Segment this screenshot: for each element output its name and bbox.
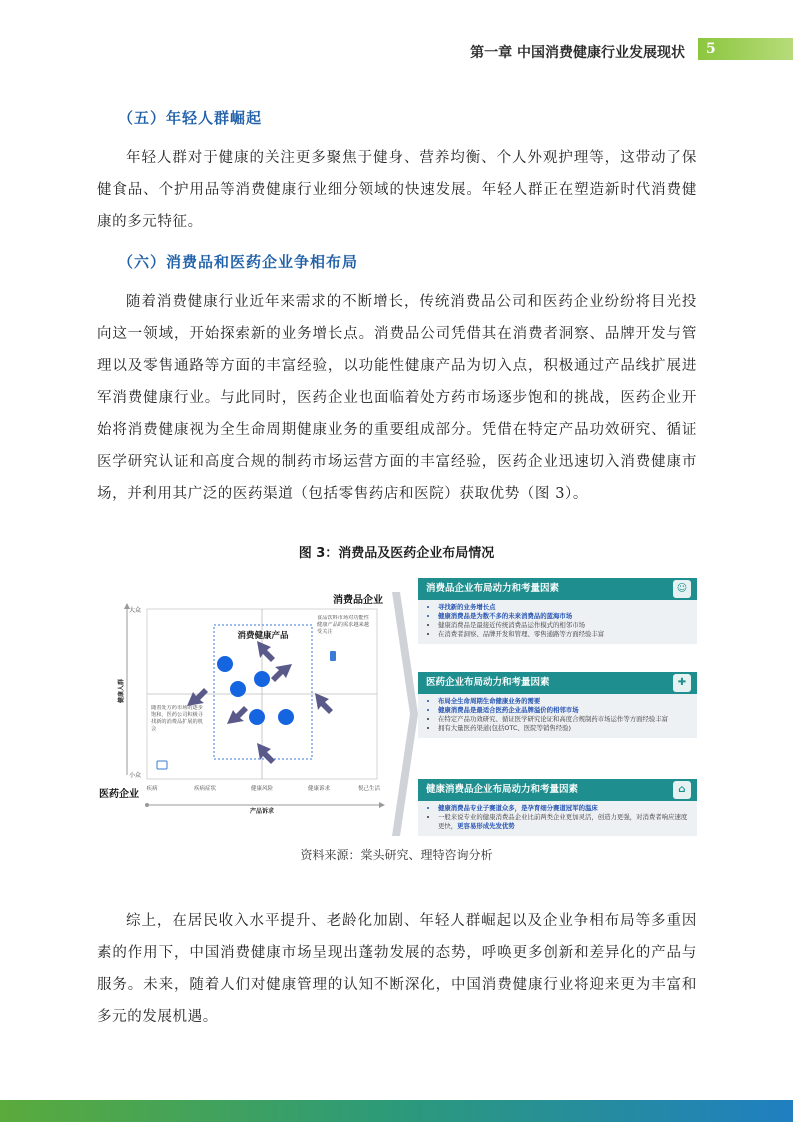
dot-3 [254,671,270,687]
x-tick-5: 悦己生活 [357,786,381,792]
connector-chevron [390,590,420,838]
panel-health-consumer [418,779,697,836]
consumer-note: 食品饮料市场对功能性健康产品的需求越来越受关注 [317,615,369,635]
bottle-icon [330,651,336,661]
paragraph-young-people: 年轻人群对于健康的关注更多聚焦于健身、营养均衡、个人外观护理等，这带动了保健食品、个护用品等消费健康行业细分领域的快速发展。年轻人群正在塑造新时代消费健康的多元特征。 [97,150,697,230]
panel-pharma [418,672,697,738]
list-item: • 布局全生命周期生命健康业务的需要 [438,697,691,706]
dot-5 [278,709,294,725]
section-title-6: （六）消费品和医药企业争相布局 [118,253,359,271]
panel-health-consumer-title: 健康消费品企业布局动力和考量因素 [426,784,579,795]
positioning-chart [97,593,397,823]
paragraph-enterprise-layout: 随着消费健康行业近年来需求的不断增长，传统消费品公司和医药企业纷纷将目光投向这一领域，开始探索新的业务增长点。消费品公司凭借其在消费者洞察、品牌开发与管理以及零售通路等方面的丰富经验，以功能性健康产品为切入点，积极通过产品线扩展进军消费健康行业。与此同时，医药企业也面临着处方药市场逐步饱和的挑战，医药企业开始将消费健康视为全生命周期健康业务的重要组成部分。凭借在特定产品功效研究、循证医学研究认证和高度合规的制药市场运营方面的丰富经验，医药企业迅速切入消费健康市场，并利用其广泛的医药渠道（包括零售药店和医院）获取优势（图 3）。 [97,294,697,502]
arrow-5 [315,693,333,714]
dot-1 [217,656,233,672]
page-number: 5 [698,38,793,60]
list-item: • 在消费者洞察、品牌开发和管理、零售通路等方面经验丰富 [438,630,691,639]
paragraph-conclusion: 综上，在居民收入水平提升、老龄化加剧、年轻人群崛起以及企业争相布局等多重因素的作用下，中国消费健康市场呈现出蓬勃发展的态势，呼唤更多创新和差异化的产品与服务。未来，随着人们对健康管理的认知不断深化，中国消费健康行业将迎来更为丰富和多元的发展机遇。 [97,913,697,1025]
consumer-icon: ☺ [673,580,691,598]
dot-4 [249,709,265,725]
panel-health-consumer-header [418,779,697,801]
list-item [438,813,691,831]
corner-consumer-label: 消费品企业 [333,595,383,606]
panel-consumer-title: 消费品企业布局动力和考量因素 [426,583,560,594]
figure-title: 图 3：消费品及医药企业布局情况 [298,546,495,561]
panel-consumer-header [418,578,697,600]
arrow-4 [227,706,248,724]
pharma-icon: ✚ [673,674,691,692]
dot-2 [230,681,246,697]
arrow-3 [187,688,208,706]
list-item: • 寻找新的业务增长点 [438,603,691,612]
positioning-chart-svg [97,593,397,823]
section-title-5: （五）年轻人群崛起 [118,109,263,127]
list-item: • 健康消费品是为数不多的未来消费品的蓝海市场 [438,612,691,621]
x-tick-2: 疾病症状 [193,786,217,792]
list-item: • 健康消费品是最接近传统消费品运作模式的相邻市场 [438,621,691,630]
house-icon: ⌂ [673,781,691,799]
list-item: • 健康消费品是最适合医药企业品牌溢价的相邻市场 [438,706,691,715]
chapter-title: 第一章 中国消费健康行业发展现状 [470,45,685,61]
list-item-highlight: 更容易形成先发优势 [457,822,515,830]
pharma-note: 随着处方药市场的逐步饱和，医药公司积极寻找新的消费品扩展的机会 [151,705,203,732]
list-item: • 在特定产品功效研究、循证医学研究论证和高度合规制药市场运作等方面经验丰富 [438,715,691,724]
box-label: 消费健康产品 [237,631,289,641]
corner-pharma-label: 医药企业 [99,789,139,800]
list-item-text: 一般来说专业的健康消费品企业比前两类企业更加灵活，创造力更强，对消费者响应速度更快， [438,813,688,830]
y-bottom-label: 小众 [129,772,142,779]
arrows [187,641,333,764]
arrow-6 [257,743,275,764]
panel-pharma-title: 医药企业布局动力和考量因素 [426,677,550,688]
figure-source: 资料来源：棠头研究、理特咨询分析 [300,848,493,862]
pill-box-icon [157,761,167,769]
x-tick-3: 健康风险 [250,786,274,792]
footer-bar [0,1100,793,1122]
list-item: • 拥有大量医药渠道(包括OTC、医院等销售经验) [438,724,691,733]
arrow-1 [257,641,275,662]
x-tick-4: 健康诉求 [307,786,331,792]
y-top-label: 大众 [129,607,142,614]
y-axis-label: 健康人群 [118,678,125,703]
x-axis-label: 产品诉求 [249,808,275,815]
panel-pharma-header [418,672,697,694]
arrow-2 [271,664,292,682]
list-item: • 健康消费品专业子赛道众多，是孕育细分赛道冠军的温床 [438,804,691,813]
panel-consumer [418,578,697,644]
x-tick-1: 疾病 [146,786,158,792]
